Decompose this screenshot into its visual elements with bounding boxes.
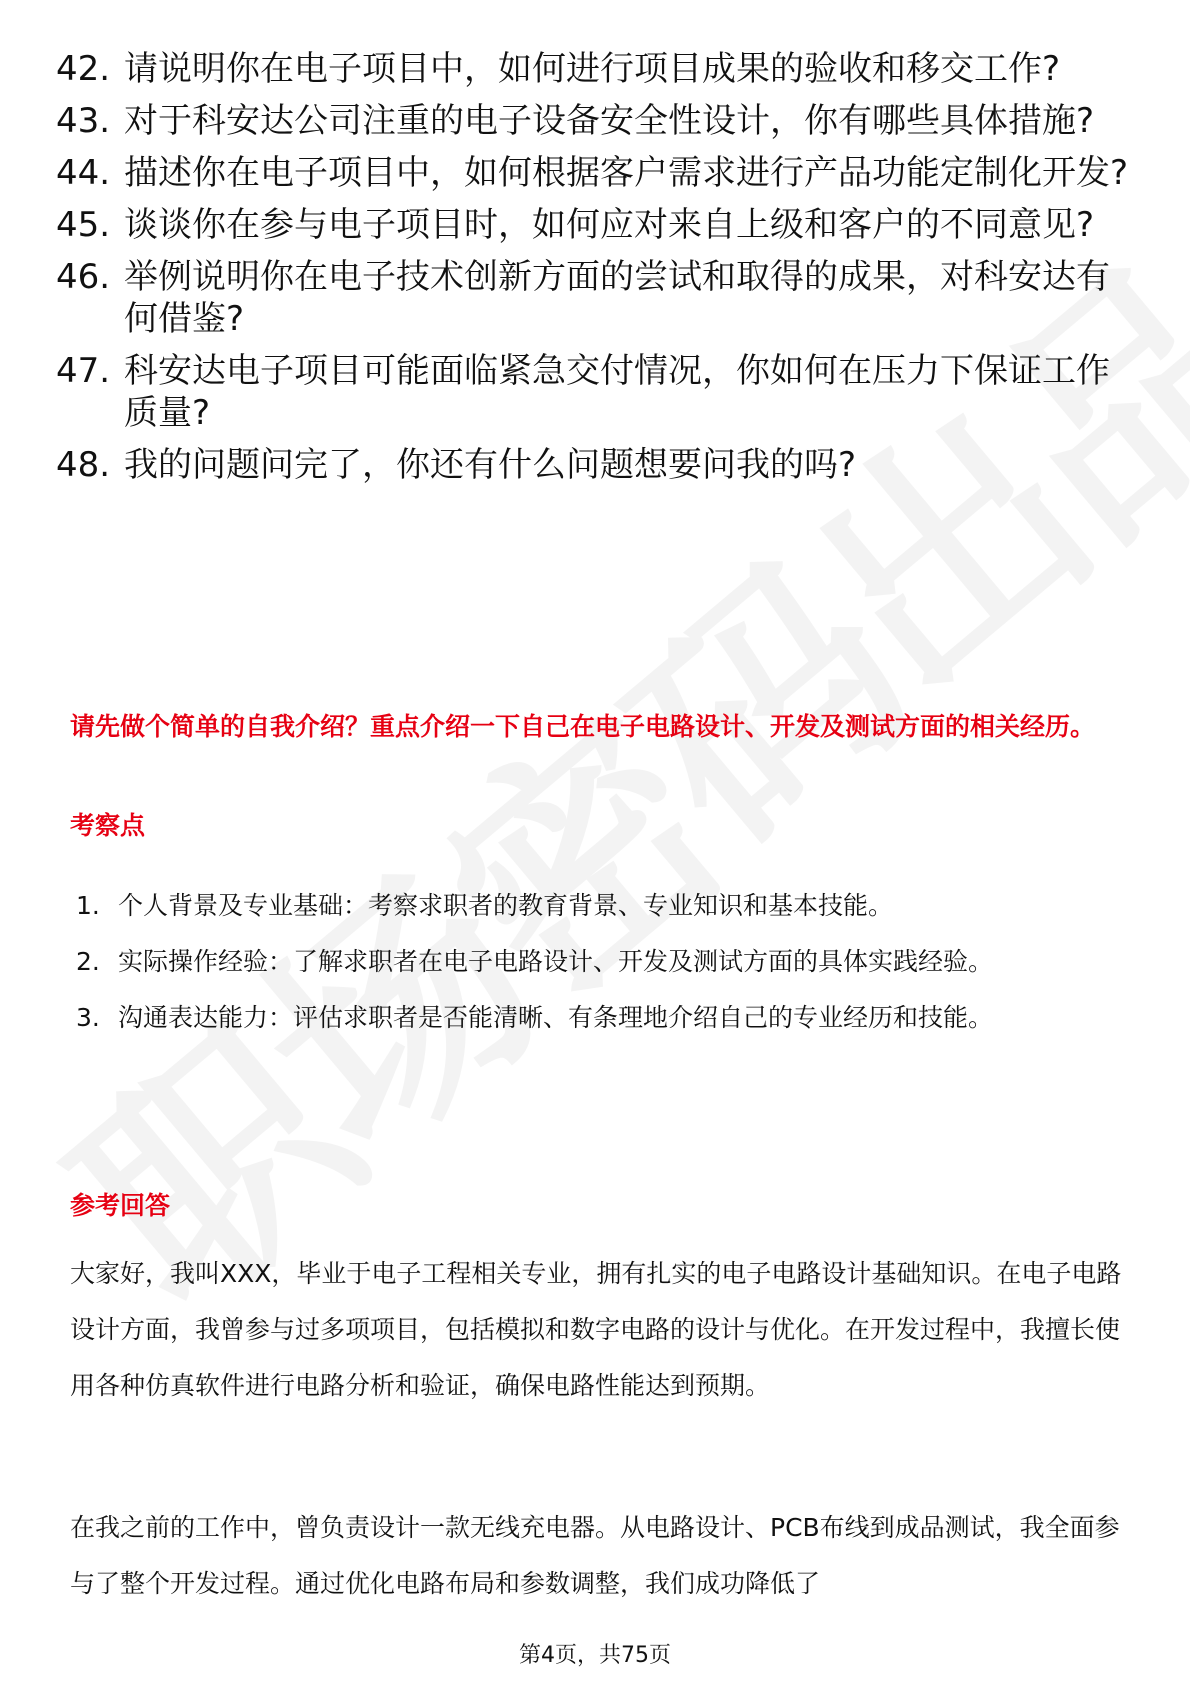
question-item bbox=[56, 152, 1136, 194]
assessment-point bbox=[76, 878, 1116, 934]
question-number: 42. bbox=[56, 49, 111, 89]
answer-paragraph: 大家好，我叫XXX，毕业于电子工程相关专业，拥有扎实的电子电路设计基础知识。在电子电路设计方面，我曾参与过多项项目，包括模拟和数字电路的设计与优化。在开发过程中，我擅长使用各种仿真软件进行电路分析和验证，确保电路性能达到预期。 bbox=[70, 1259, 1122, 1400]
point-text: 沟通表达能力：评估求职者是否能清晰、有条理地介绍自己的专业经历和技能。 bbox=[118, 1003, 994, 1032]
assessment-point bbox=[76, 990, 1116, 1046]
answer-heading: 参考回答 bbox=[70, 1191, 171, 1220]
point-number: 1. bbox=[76, 891, 100, 920]
question-item bbox=[56, 350, 1136, 434]
question-text: 科安达电子项目可能面临紧急交付情况，你如何在压力下保证工作质量? bbox=[124, 351, 1110, 433]
question-list bbox=[56, 48, 1136, 496]
point-text: 实际操作经验：了解求职者在电子电路设计、开发及测试方面的具体实践经验。 bbox=[118, 947, 994, 976]
question-item bbox=[56, 204, 1136, 246]
point-text: 个人背景及专业基础：考察求职者的教育背景、专业知识和基本技能。 bbox=[118, 891, 894, 920]
answer-paragraph: 在我之前的工作中，曾负责设计一款无线充电器。从电路设计、PCB布线到成品测试，我全面参与了整个开发过程。通过优化电路布局和参数调整，我们成功降低了 bbox=[70, 1513, 1120, 1598]
page-footer: 第4页，共75页 bbox=[519, 1643, 671, 1668]
question-text: 举例说明你在电子技术创新方面的尝试和取得的成果，对科安达有何借鉴? bbox=[124, 257, 1110, 339]
question-number: 45. bbox=[56, 205, 111, 245]
question-item bbox=[56, 100, 1136, 142]
question-number: 46. bbox=[56, 257, 111, 297]
assessment-heading: 考察点 bbox=[70, 811, 146, 840]
question-text: 谈谈你在参与电子项目时，如何应对来自上级和客户的不同意见? bbox=[124, 205, 1095, 245]
point-number: 2. bbox=[76, 947, 100, 976]
question-text: 我的问题问完了，你还有什么问题想要问我的吗? bbox=[124, 445, 857, 485]
question-item bbox=[56, 256, 1136, 340]
section-title: 请先做个简单的自我介绍？重点介绍一下自己在电子电路设计、开发及测试方面的相关经历。 bbox=[70, 712, 1096, 741]
question-text: 请说明你在电子项目中，如何进行项目成果的验收和移交工作? bbox=[124, 49, 1061, 89]
assessment-point bbox=[76, 934, 1116, 990]
point-number: 3. bbox=[76, 1003, 100, 1032]
question-item bbox=[56, 48, 1136, 90]
question-number: 44. bbox=[56, 153, 111, 193]
question-number: 48. bbox=[56, 445, 111, 485]
question-number: 43. bbox=[56, 101, 111, 141]
assessment-points bbox=[76, 878, 1116, 1046]
question-text: 对于科安达公司注重的电子设备安全性设计，你有哪些具体措施? bbox=[124, 101, 1095, 141]
question-number: 47. bbox=[56, 351, 111, 391]
question-item bbox=[56, 444, 1136, 486]
question-text: 描述你在电子项目中，如何根据客户需求进行产品功能定制化开发? bbox=[124, 153, 1129, 193]
